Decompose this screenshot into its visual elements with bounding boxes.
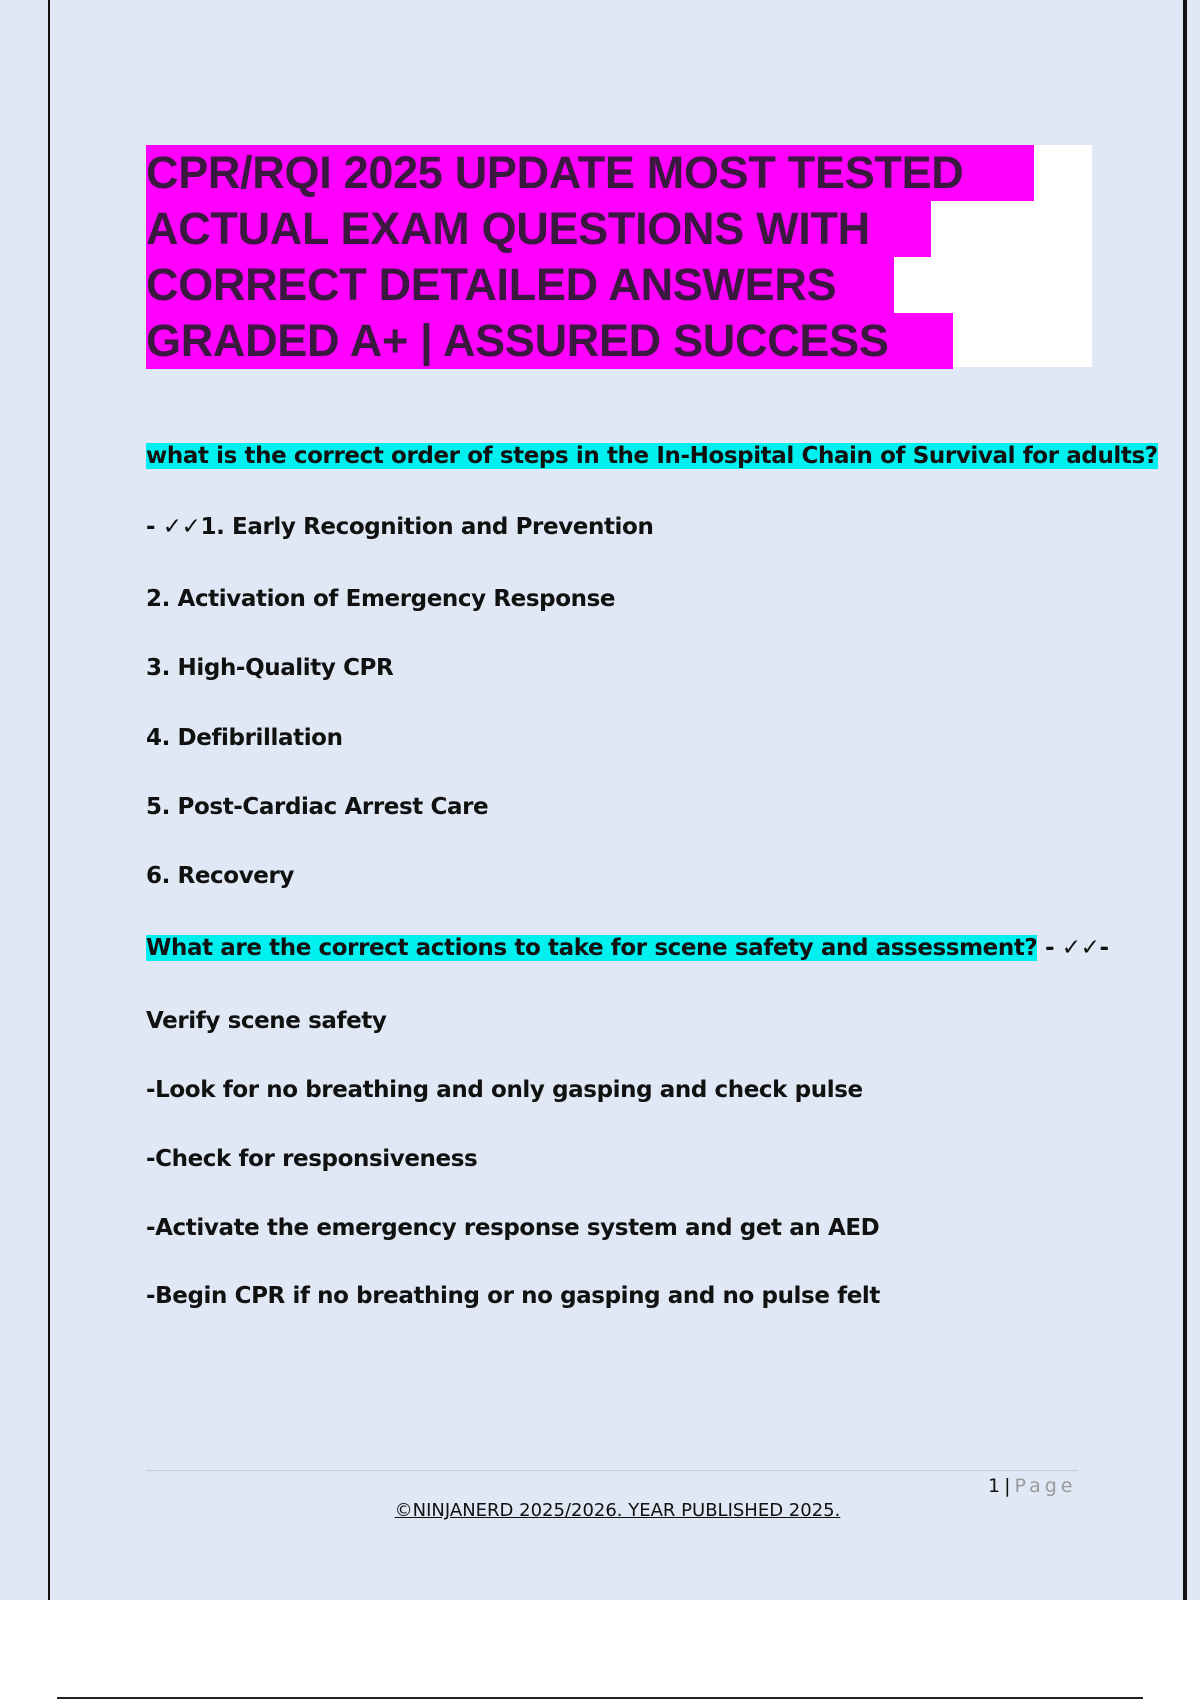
answer-1-line-3: 3. High-Quality CPR xyxy=(146,655,394,681)
page-number xyxy=(988,1472,1077,1500)
answer-2-line-2: -Look for no breathing and only gasping and check pulse xyxy=(146,1077,863,1103)
answer-1-line-5: 5. Post-Cardiac Arrest Care xyxy=(146,794,489,820)
question-2 xyxy=(146,931,1109,965)
page-left-border xyxy=(48,0,50,1600)
copyright-footer: ©NINJANERD 2025/2026. YEAR PUBLISHED 2025. xyxy=(394,1500,841,1521)
question-1 xyxy=(146,439,1158,473)
page-word: Page xyxy=(1014,1475,1077,1497)
answer-1-line-2: 2. Activation of Emergency Response xyxy=(146,586,616,612)
question-1-text: what is the correct order of steps in the In-Hospital Chain of Survival for adults? xyxy=(146,443,1158,469)
page-number-separator: | xyxy=(1004,1475,1011,1497)
answer-2-line-5: -Begin CPR if no breathing or no gasping and no pulse felt xyxy=(146,1283,881,1309)
answer-2-line-3: -Check for responsiveness xyxy=(146,1146,478,1172)
answer-1-line-6: 6. Recovery xyxy=(146,863,295,889)
page-right-border xyxy=(1183,0,1187,1600)
answer-1-line-1: - ✓✓1. Early Recognition and Prevention xyxy=(146,514,654,540)
bottom-divider xyxy=(57,1697,1143,1699)
title-line-2: ACTUAL EXAM QUESTIONS WITH xyxy=(146,201,931,257)
footer-divider xyxy=(146,1470,1078,1471)
answer-1-line-4: 4. Defibrillation xyxy=(146,725,343,751)
question-2-text: What are the correct actions to take for scene safety and assessment? xyxy=(146,935,1038,961)
title-line-1: CPR/RQI 2025 UPDATE MOST TESTED xyxy=(146,145,1034,201)
answer-2-line-4: -Activate the emergency response system and get an AED xyxy=(146,1215,880,1241)
page-number-value: 1 xyxy=(988,1475,1001,1497)
question-2-marker: - ✓✓- xyxy=(1037,935,1109,961)
title-line-4: GRADED A+ | ASSURED SUCCESS xyxy=(146,313,953,369)
answer-2-line-1: Verify scene safety xyxy=(146,1008,387,1034)
title-line-3: CORRECT DETAILED ANSWERS xyxy=(146,257,894,313)
